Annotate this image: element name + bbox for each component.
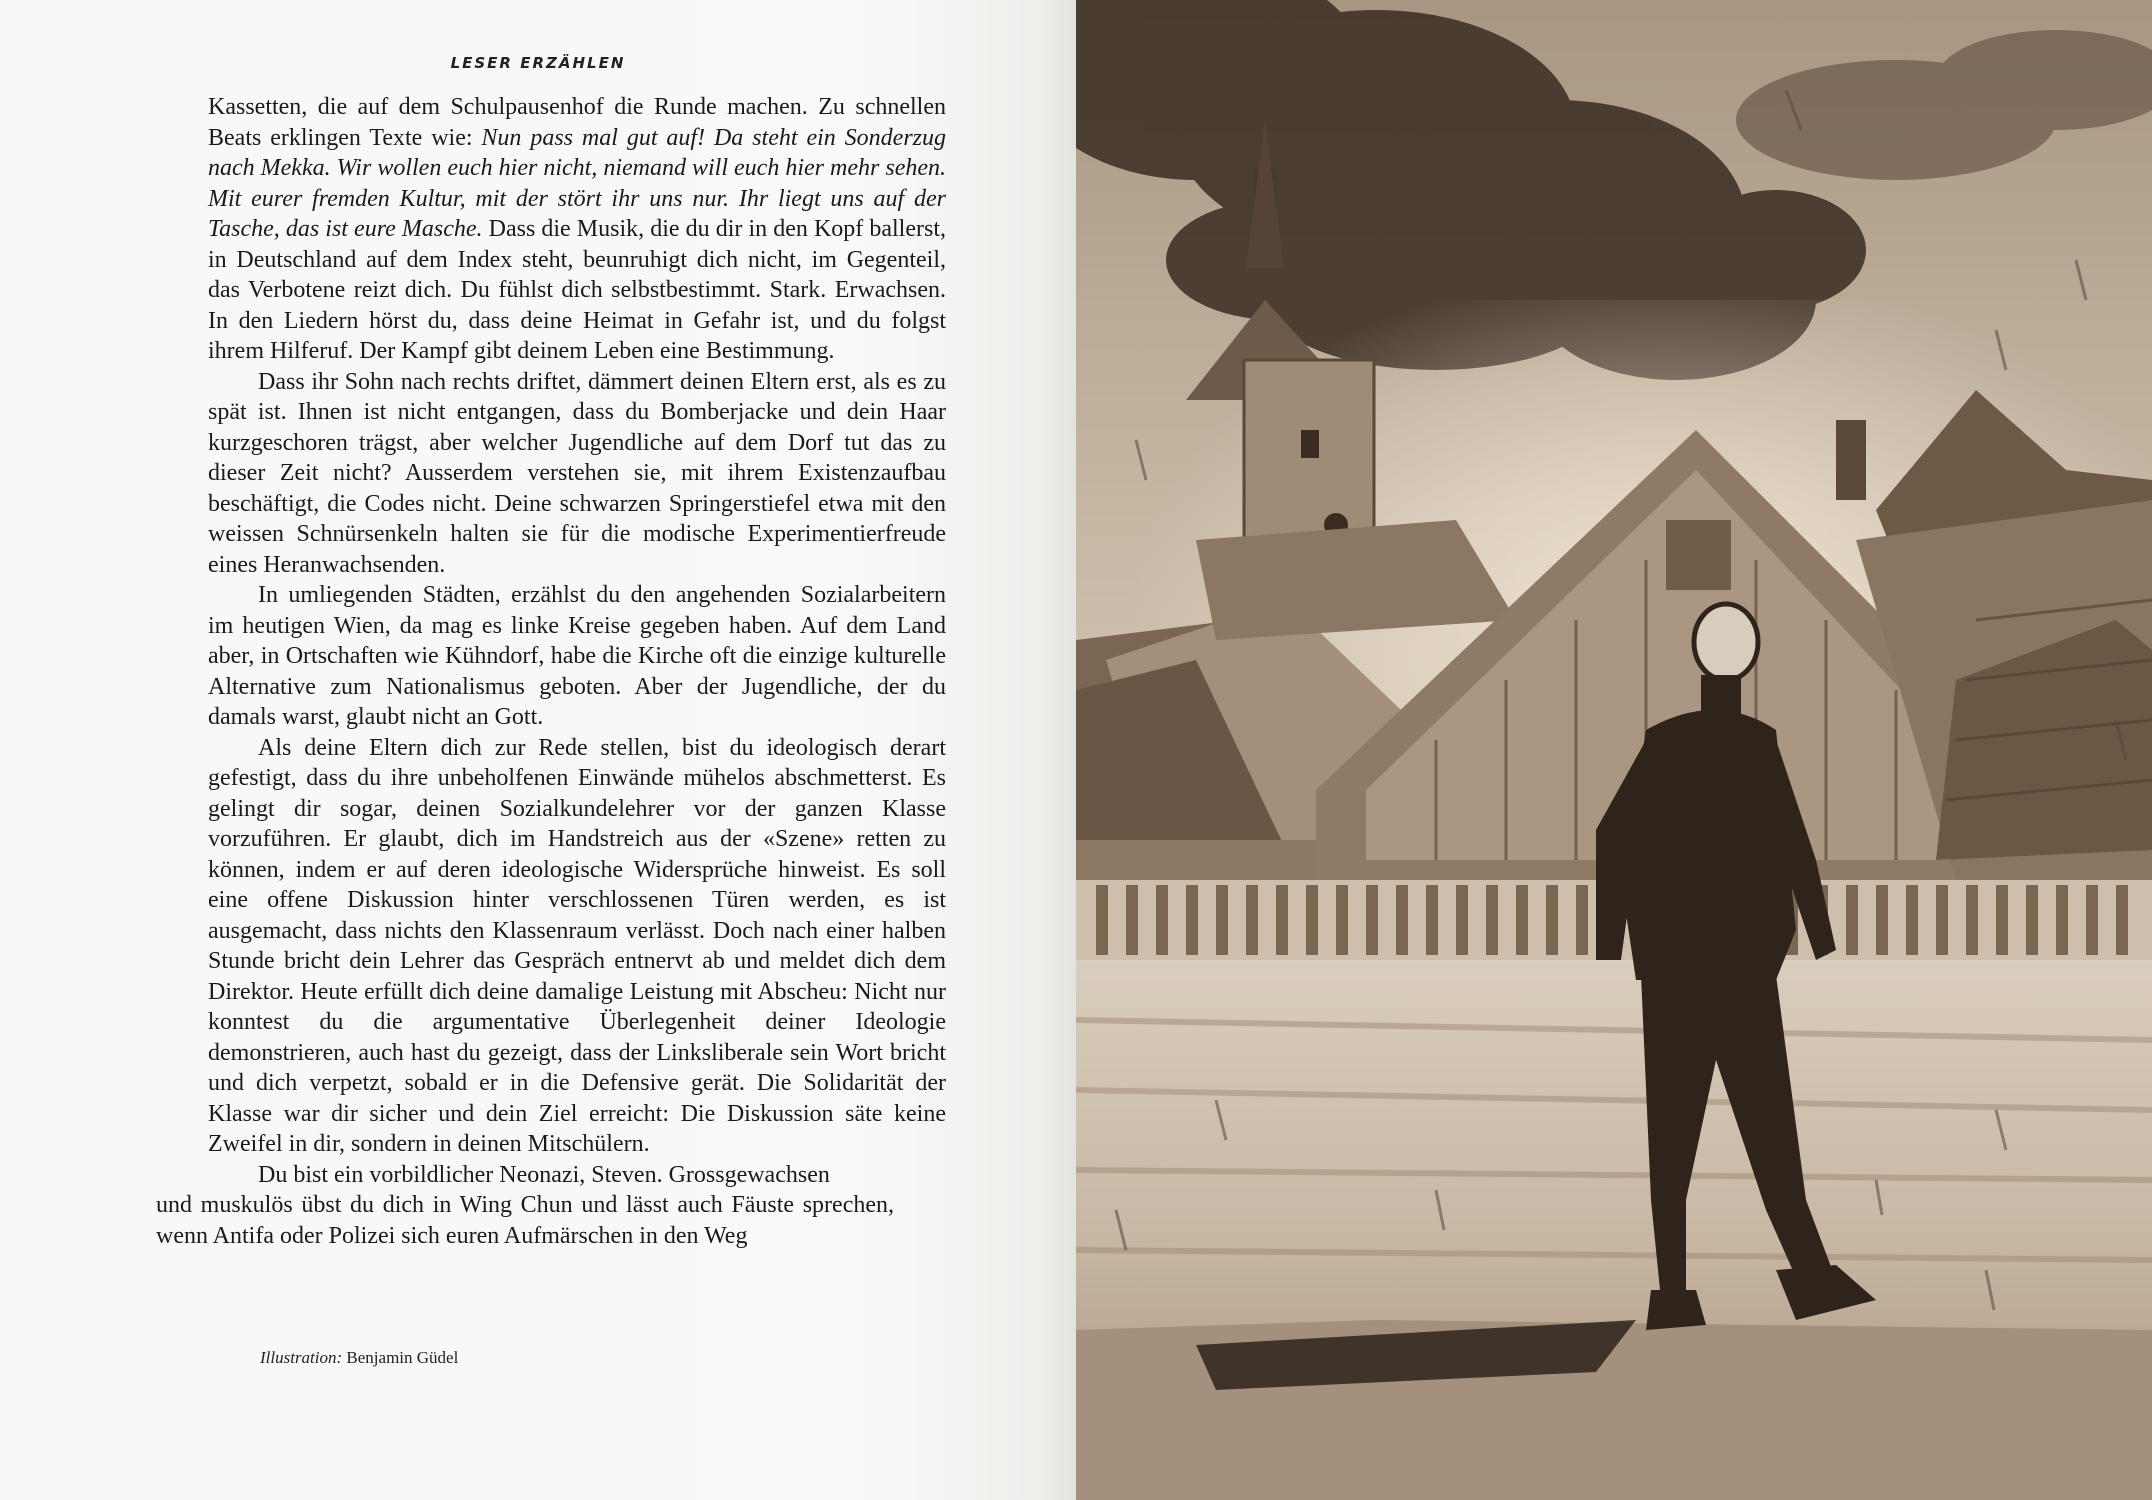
paragraph-5-continuation: und muskulös übst du dich in Wing Chun und lässt auch Fäuste sprechen, wenn Antifa oder Polizei sich euren Aufmärschen in den Weg <box>156 1192 894 1249</box>
paragraph-5-first-line: Du bist ein vorbildlicher Neonazi, Steven. Grossgewachsen <box>258 1161 830 1188</box>
village-illustration <box>1076 0 2152 1500</box>
running-head: LESER ERZÄHLEN <box>450 54 626 72</box>
credit-label: Illustration: <box>260 1348 343 1367</box>
illustration-credit <box>260 1348 458 1368</box>
paragraph-4: Als deine Eltern dich zur Rede stellen, bist du ideologisch derart gefestigt, dass du ihre unbeholfenen Einwände mühelos abschmetterst. Es gelingt dir sogar, deinen Sozialkundelehrer vor der ganzen Klasse vorzuführen. Er glaubt, dich im Handstreich aus der «Szene» retten zu können, indem er auf deren ideologische Widersprüche hinweist. Es soll eine offene Diskussion hinter verschlossenen Türen werden, es ist ausgemacht, dass nichts den Klassenraum verlässt. Doch nach einer halben Stunde bricht dein Lehrer das Gespräch entnervt ab und meldet dich dem Direktor. Heute erfüllt dich deine damalige Leistung mit Abscheu: Nicht nur konntest du die argumentative Überlegenheit deiner Ideologie demonstrieren, auch hast du gezeigt, dass der Linksliberale sein Wort bricht und dich verpetzt, sobald er in die Defensive gerät. Die Solidarität der Klasse war dir sicher und dein Ziel erreicht: Die Diskussion säte keine Zweifel in dir, sondern in deinen Mitschülern. <box>208 734 946 1157</box>
paragraph-1-after: Dass die Musik, die du dir in den Kopf ballerst, in Deutschland auf dem Index steht, beunruhigt dich nicht, im Gegenteil, das Verbotene reizt dich. Du fühlst dich selbstbestimmt. Stark. Erwachsen. In den Liedern hörst du, dass deine Heimat in Gefahr ist, und du folgst ihrem Hilferuf. Der Kampf gibt deinem Leben eine Bestimmung. <box>208 216 946 364</box>
right-page-illustration <box>1076 0 2152 1500</box>
song-lyrics-quote: Nun pass mal gut auf! Da steht ein Sonderzug nach Mekka. Wir wollen euch hier nicht, niemand will euch hier mehr sehen. Mit eurer fremden Kultur, mit der stört ihr uns nur. Ihr liegt uns auf der Tasche, das ist eure Masche. <box>208 124 946 242</box>
paragraph-3: In umliegenden Städten, erzählst du den angehenden Sozialarbeitern im heutigen Wien, da mag es linke Kreise gegeben haben. Auf dem Land aber, in Ortschaften wie Kühndorf, habe die Kirche oft die einzige kulturelle Alternative zum Nationalismus geboten. Aber der Jugendliche, der du damals warst, glaubt nicht an Gott. <box>208 582 946 730</box>
paragraph-1-before: Kassetten, die auf dem Schulpausenhof die Runde machen. Zu schnellen Beats erklingen Texte wie: <box>208 94 946 151</box>
paragraph-2: Dass ihr Sohn nach rechts driftet, dämmert deinen Eltern erst, als es zu spät ist. Ihnen ist nicht entgangen, dass du Bomberjacke und dein Haar kurzgeschoren trägst, aber welcher Jugendliche auf dem Dorf tut das zu dieser Zeit nicht? Ausserdem verstehen sie, mit ihrem Existenzaufbau beschäftigt, die Codes nicht. Deine schwarzen Springerstiefel etwa mit den weissen Schnürsenkeln halten sie für die modische Experimentierfreude eines Heranwachsenden. <box>208 368 946 578</box>
credit-name: Benjamin Güdel <box>346 1348 459 1367</box>
paragraph-1 <box>208 92 946 367</box>
article-body <box>156 92 946 1251</box>
